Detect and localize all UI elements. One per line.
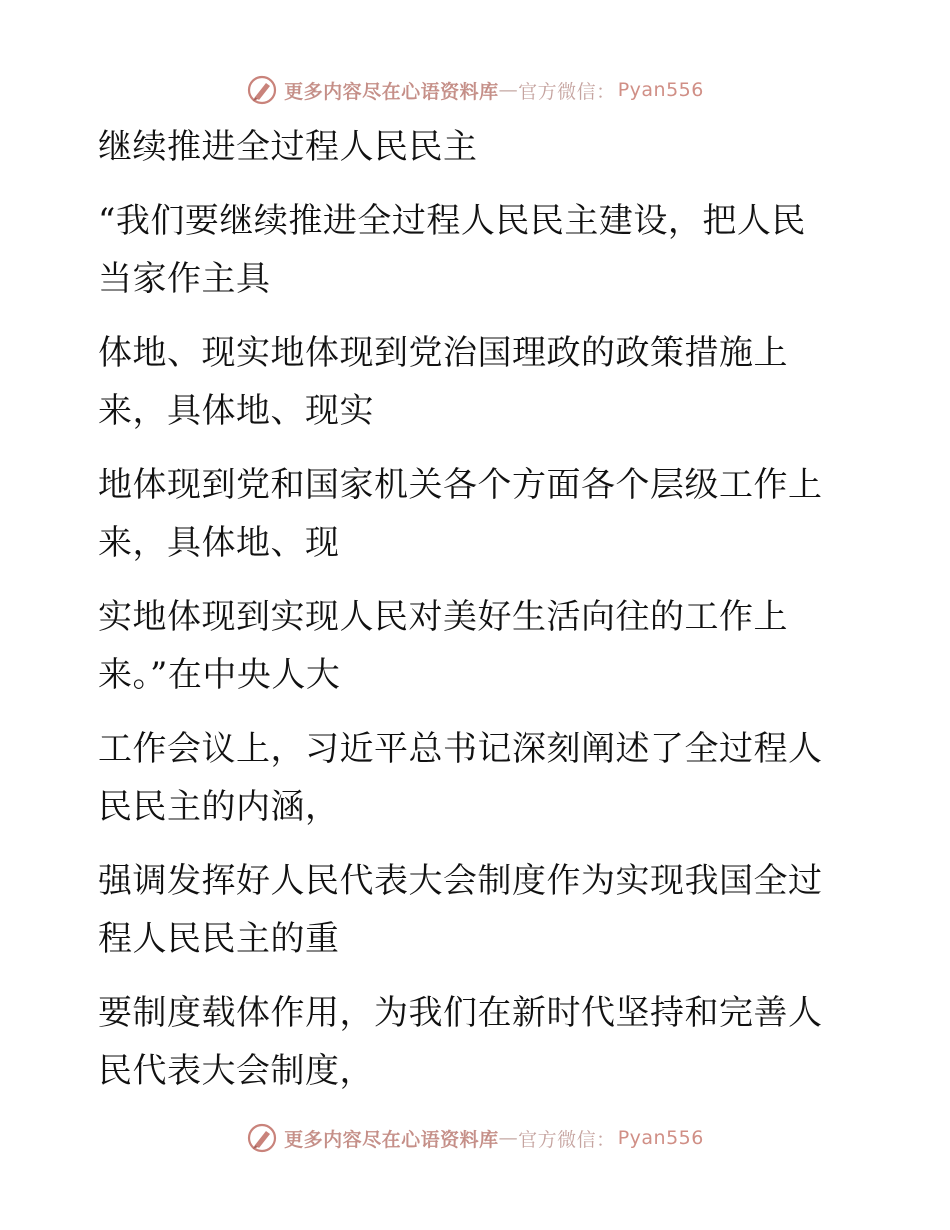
text-line-13: 程人民民主的重 [98, 919, 340, 959]
text-line-9: 来。”在中央人大 [98, 655, 341, 695]
watermark-account: Pyan556 [617, 79, 704, 101]
watermark-separator: — [498, 1127, 519, 1149]
text-line-4: 体地、现实地体现到党治国理政的政策措施上 [98, 333, 788, 373]
text-line-6: 地体现到党和国家机关各个方面各个层级工作上 [98, 465, 823, 505]
text-line-10: 工作会议上，习近平总书记深刻阐述了全过程人 [98, 729, 823, 769]
text-line-14: 要制度载体作用，为我们在新时代坚持和完善人 [98, 993, 823, 1033]
text-line-12: 强调发挥好人民代表大会制度作为实现我国全过 [98, 861, 823, 901]
watermark-separator: — [498, 79, 519, 101]
watermark-label: 官方微信： [518, 80, 616, 103]
text-line-1: 继续推进全过程人民民主 [98, 127, 478, 167]
text-line-2: “我们要继续推进全过程人民民主建设，把人民 [98, 201, 806, 241]
watermark-main-text: 更多内容尽在心语资料库 [284, 80, 499, 103]
text-line-5: 来，具体地、现实 [98, 391, 374, 431]
text-line-7: 来，具体地、现 [98, 523, 340, 563]
footer-watermark [0, 1118, 950, 1158]
text-line-3: 当家作主具 [98, 259, 271, 299]
text-line-11: 民民主的内涵， [98, 787, 340, 827]
watermark-main-text: 更多内容尽在心语资料库 [284, 1128, 499, 1151]
watermark-label: 官方微信： [518, 1128, 616, 1151]
text-line-15: 民代表大会制度， [98, 1051, 374, 1091]
text-line-8: 实地体现到实现人民对美好生活向往的工作上 [98, 597, 788, 637]
pen-seal-logo-icon [246, 1122, 278, 1154]
watermark-account: Pyan556 [617, 1127, 704, 1149]
